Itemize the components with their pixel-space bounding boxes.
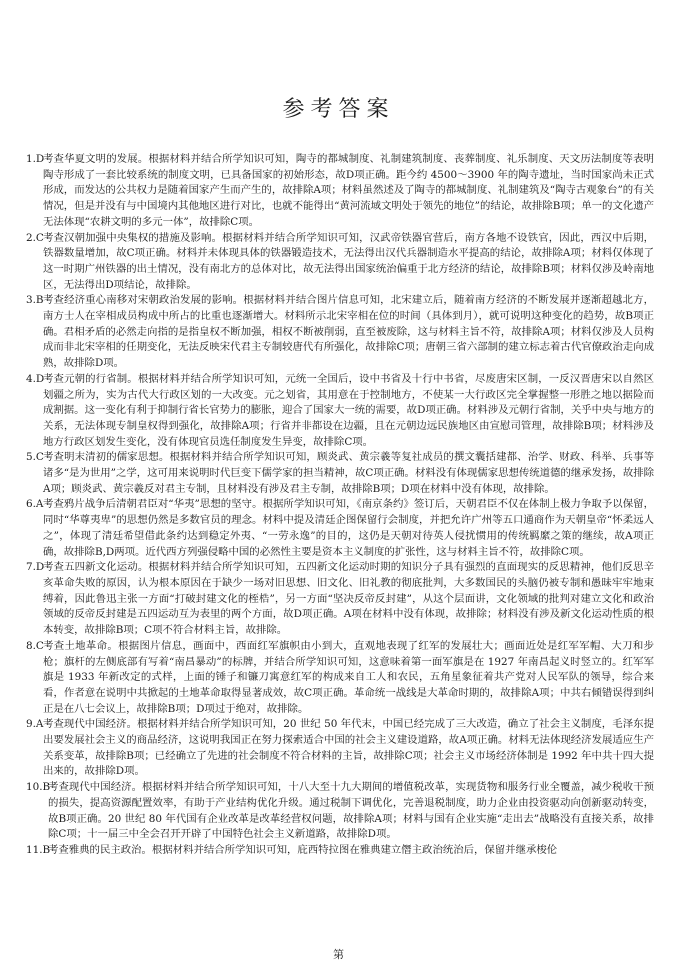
answer-item bbox=[26, 639, 654, 718]
answer-item bbox=[26, 780, 654, 843]
answer-number: 9.A bbox=[26, 718, 44, 731]
answer-text: 考查雅典的民主政治。根据材料并结合所学知识可知，庇西特拉图在雅典建立僭主政治统治后，保留并继承梭伦 bbox=[48, 843, 558, 856]
answer-item bbox=[26, 152, 654, 231]
answer-text: 考查土地革命。根据图片信息，画面中，西面红军旗帜由小到大，直观地表现了红军的发展壮大；画面近处是红军军帽、大刀和步枪；旗杆的左侧底部有写着“南昌暴动”的标牌，并结合所学知识可知，这意味着第一面军旗是在 1927 年南昌起义时竖立的。红军军旗是 1933 年新改定的式样，上面的锤子和镰刀寓意红军的构成来自工人和农民，五角星象征着共产党对人民军队的领导，综合来看，作者意在说明中共掀起的土地革命取得显著成效，故C项正确。革命统一战线是大革命时期的，故排除A项；中共右倾错误得到纠正是在八七会议上，故排除B项；D项过于绝对，故排除。 bbox=[43, 639, 654, 715]
page-title: 参考答案 bbox=[282, 97, 395, 122]
answer-text: 考查元朝的行省制。根据材料并结合所学知识可知，元统一全国后，设中书省及十行中书省，尽废唐宋区制，一反汉晋唐宋以自然区划疆之所为，实为古代大行政区划的一大改变。元之划省，其用意在于控制地方，不使某一大行政区完全掌握整一形胜之地以据险而成割据。这一变化有利于抑制行省长官势力的膨胀，迎合了国家大一统的需要，故D项正确。材料涉及元朝行省制，关乎中央与地方的关系，无法体现专制皇权得到强化，故排除A项；行省并非都设在边疆，且在元朝边远民族地区由宣慰司管理，故排除B项；材料涉及地方行政区划发生变化，没有体现官员选任制度发生异变，故排除C项。 bbox=[43, 372, 654, 448]
answer-item bbox=[26, 231, 654, 294]
answer-item bbox=[26, 497, 654, 560]
page-footer: 第 bbox=[333, 948, 344, 961]
answer-item bbox=[26, 372, 654, 451]
answer-item bbox=[26, 450, 654, 497]
answer-list bbox=[26, 152, 654, 859]
answer-number: 11.B bbox=[26, 843, 51, 856]
answer-text: 考查鸦片战争后清朝君臣对“华夷”思想的坚守。根据所学知识可知，《南京条约》签订后，天朝君臣不仅在体制上极力争取予以保留，同时“华尊夷卑”的思想仍然是多数官员的理念。材料中提及清廷企图保留行会制度，并把允许广州等五口通商作为天朝皇帝“怀柔远人之”，体现了清廷希望借此条约达到稳定外夷、“一劳永逸”的目的，这仍是天朝对待英人侵扰惯用的传统羁縻之策的继续，故A项正确，故排除B,D两项。近代西方列强侵略中国的必然性主要是资本主义制度的扩张性，这与材料主旨不符，故排除C项。 bbox=[43, 498, 654, 558]
answer-number: 4.D bbox=[26, 372, 45, 385]
answer-text: 考查汉朝加强中央集权的措施及影响。根据材料并结合所学知识可知，汉武帝铁器官营后，南方各地不设铁官，因此，西汉中后期，铁器数量增加，故C项正确。材料并未体现具体的铁器锻造技术，无法得出汉代兵器制造水平提高的结论，故排除A项；材料仅体现了这一时期广州铁器的出土情况，没有南北方的总体对比，故无法得出国家统治偏重于北方经济的结论，故排除B项；材料仅涉及岭南地区，无法得出D项结论，故排除。 bbox=[43, 231, 654, 291]
answer-item bbox=[26, 843, 654, 859]
answer-text: 考查现代中国经济。根据材料并结合所学知识可知，20 世纪 50 年代末，中国已经完成了三大改造，确立了社会主义制度，毛泽东提出要发展社会主义的商品经济，这说明我国正在努力探索适合中国的社会主义建设道路，故A项正确。材料无法体现经济发展适应生产关系变革，故排除B项；已经确立了先进的社会制度不符合材料的主旨，故排除C项；社会主义市场经济体制是 1992 年中共十四大提出来的，故排除D项。 bbox=[43, 718, 654, 778]
answer-number: 3.B bbox=[26, 294, 44, 307]
answer-text: 考查华夏文明的发展。根据材料并结合所学知识可知，陶寺的都城制度、礼制建筑制度、丧葬制度、礼乐制度、天文历法制度等表明陶寺形成了一套比较系统的制度文明，已具备国家的初始形态，故D项正确。距今约 4500～3900 年的陶寺遗址，当时国家尚未正式形成，而发达的公共权力是随着国家产生而产生的，故排除A项；材料虽然述及了陶寺的都城制度、礼制建筑及“陶寺古观象台”的有关情况，但是并没有与中国境内其他地区进行对比，也就不能得出“黄河流域文明处于领先的地位”的结论，故排除B项；单一的文化遗产无法体现“农耕文明的多元一体”，故排除C项。 bbox=[43, 153, 654, 228]
answer-number: 8.C bbox=[26, 639, 44, 652]
answer-text: 考查五四新文化运动。根据材料并结合所学知识可知，五四新文化运动时期的知识分子具有强烈的直面现实的反思精神，他们反思辛亥革命失败的原因，认为根本原因在于缺少一场对旧思想、旧文化、旧礼教的彻底批判，大多数国民的头脑仍被专制和愚昧牢牢地束缚着，因此鲁迅主张一方面“打破封建文化的桎梏”，另一方面“坚决反帝反封建”，从这个层面讲，文化领域的批判对建立文化和政治领域的反帝反封建是五四运动互为表里的两个方面，故D项正确。A项在材料中没有体现，故排除；材料没有涉及新文化运动性质的根本转变，故排除B项；C项不符合材料主旨，故排除。 bbox=[43, 561, 654, 637]
answer-item bbox=[26, 717, 654, 780]
answer-text: 考查经济重心南移对宋朝政治发展的影响。根据材料并结合图片信息可知，北宋建立后，随着南方经济的不断发展并逐渐超越北方，南方士人在宰相成员构成中所占的比重也逐渐增大。材料所示北宋宰相在位的时间（具体到月），就可说明这种变化的趋势，故B项正确。君相矛盾的必然走向指的是指皇权不断加强，相权不断被削弱，直至被废除，这与材料主旨不符，故排除A项；材料仅涉及人员构成而非北宋宰相的任期变化，无法反映宋代君主专制较唐代有所强化，故排除C项；唐朝三省六部制的建立标志着古代官僚政治走向成熟，故排除D项。 bbox=[43, 294, 654, 370]
answer-number: 2.C bbox=[26, 231, 44, 244]
answer-number: 6.A bbox=[26, 498, 44, 511]
answer-number: 1.D bbox=[26, 153, 45, 165]
answer-text: 考查明末清初的儒家思想。根据材料并结合所学知识可知，顾炎武、黄宗羲等复社成员的撰文囊括建都、治学、财政、科举、兵事等诸多“是为世用”之学，这可用来说明时代巨变下儒学家的担当精神，故C项正确。材料没有体现儒家思想传统道德的继承发扬，故排除A项；顾炎武、黄宗羲反对君主专制，且材料没有涉及君主专制，故排除B项；D项在材料中没有体现，故排除。 bbox=[43, 451, 654, 495]
answer-item bbox=[26, 560, 654, 639]
answer-number: 10.B bbox=[26, 781, 51, 794]
answer-number: 7.D bbox=[26, 561, 45, 574]
answer-text: 考查现代中国经济。根据材料并结合所学知识可知，十八大至十九大期间的增值税改革，实现货物和服务行业全覆盖，减少税收干预的损失，提高资源配置效率，有助于产业结构优化升级。通过税制下调优化，完善退税制度，助力企业由投资驱动向创新驱动转变，故B项正确。20 世纪 80 年代国有企业改革是改革经营权问题，故排除A项；材料与国有企业实施“走出去”战略没有直接关系，故排除C项；十一届三中全会召开开辟了中国特色社会主义新道路，故排除D项。 bbox=[48, 781, 654, 841]
answer-number: 5.C bbox=[26, 451, 44, 464]
answer-item bbox=[26, 293, 654, 372]
